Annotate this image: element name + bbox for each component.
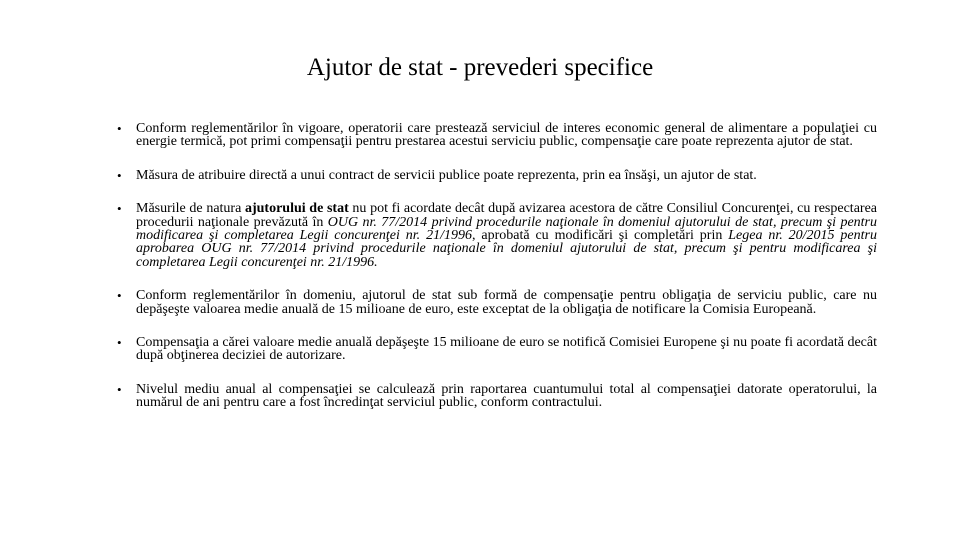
bullet-text-3b: nu pot fi acordate decât după avizarea acestora de către Consiliul Concurenţei, cu respectarea procedurii naţionale prevăzută în (136, 201, 878, 230)
bullet-item-4 (117, 289, 877, 316)
bullet-icon: • (117, 288, 122, 304)
bullet-item-5 (117, 336, 877, 363)
bullet-text-4: Conform reglementărilor în domeniu, ajutorul de stat sub formă de compensaţie pentru obligaţia de serviciu public, care nu depăşeşte valoarea medie anuală de 15 milioane de euro, este exceptat de la obligaţia de notificare la Comisia Europeană. (136, 288, 877, 317)
bullet-icon: • (117, 121, 122, 136)
slide-title: Ajutor de stat - prevederi specifice (306, 54, 654, 81)
bullet-text-3-italic-2: Legea nr. 20/2015 pentru aprobarea OUG nr. 77/2014 privind procedurile naţionale în domeniul ajutorului de stat, precum şi pentru modificarea şi completarea Legii concurenţei nr. 21/1996. (136, 228, 877, 270)
bullet-text-1: Conform reglementărilor în vigoare, operatorii care prestează serviciul de interes economic general de alimentare a populaţiei cu energie termică, pot primi compensaţii pentru prestarea acestui serviciu public, compensaţie care poate reprezenta ajutor de stat. (136, 121, 877, 150)
bullet-icon: • (117, 381, 122, 397)
bullet-item-3 (117, 202, 877, 269)
bullet-icon: • (117, 167, 122, 183)
bullet-text-3-italic-1: OUG nr. 77/2014 privind procedurile naţionale în domeniul ajutorului de stat, precum şi pentru modificarea şi completarea Legii concurenţei nr. 21/1996 (136, 214, 877, 244)
bullet-text-5: Compensaţia a cărei valoare medie anuală depăşeşte 15 milioane de euro se notifică Comisiei Europene şi nu poate fi acordată decât după obţinerea deciziei de autorizare. (136, 335, 877, 364)
bullet-text-2: Măsura de atribuire directă a unui contract de servicii publice poate reprezenta, prin ea însăşi, un ajutor de stat. (136, 167, 757, 183)
bullet-text-3c: , aprobată cu modificări şi completări prin (471, 228, 729, 244)
bullet-text-3-bold: ajutorului de stat (244, 201, 349, 217)
bullet-icon: • (117, 335, 122, 351)
bullet-item-2 (117, 169, 877, 182)
bullet-icon: • (117, 201, 122, 217)
bullet-item-6 (117, 383, 877, 410)
bullet-list (117, 122, 877, 430)
bullet-text-6: Nivelul mediu anual al compensaţiei se calculează prin raportarea cuantumului total al compensaţiei datorate operatorului, la numărul de ani pentru care a fost încredinţat serviciul public, conform contractului. (136, 381, 877, 411)
bullet-text-3a: Măsurile de natura (136, 201, 245, 217)
bullet-item-1 (117, 122, 877, 149)
